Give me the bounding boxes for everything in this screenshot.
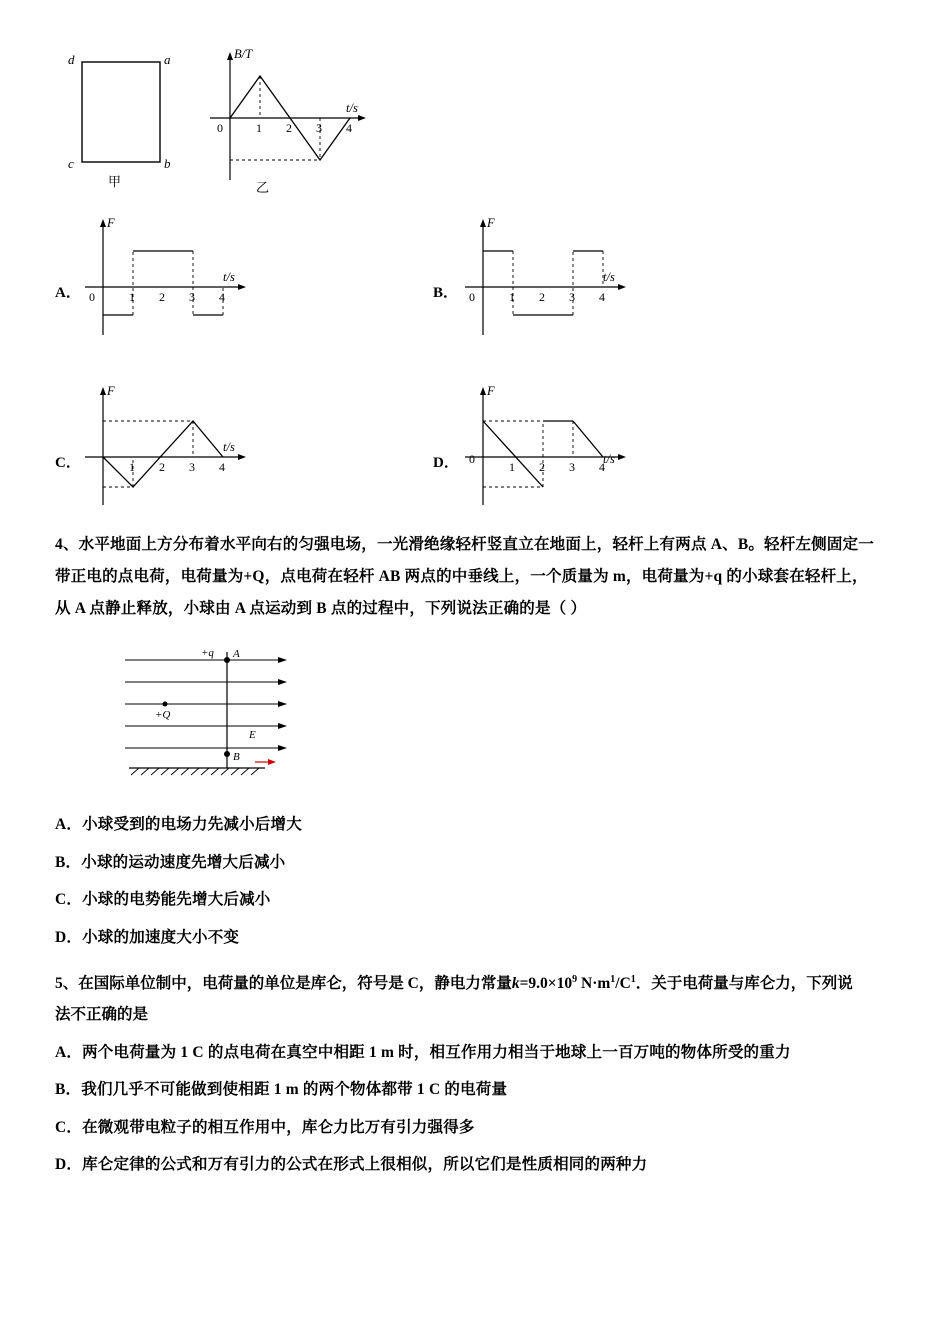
question5-stem-part1: 5、在国际单位制中，电荷量的单位是库仑，符号是 C，静电力常量 <box>55 975 512 993</box>
tick-1: 1 <box>256 121 262 135</box>
label-a: a <box>164 52 171 67</box>
option-b-letter: B． <box>433 285 459 301</box>
q5-choice-c-letter: C． <box>55 1118 83 1136</box>
graph-a-y-label: F <box>107 216 115 230</box>
option-c-letter: C． <box>55 455 81 471</box>
graph-a-tick-2: 2 <box>159 290 165 304</box>
graph-a-tick-4: 4 <box>219 290 225 304</box>
option-d-letter: D． <box>433 455 459 471</box>
axis-label-B-T: B/T <box>234 47 253 61</box>
choice-a-text: 小球受到的电场力先减小后增大 <box>82 816 302 834</box>
question4-figure <box>115 642 895 792</box>
figure-top <box>60 40 895 205</box>
option-graphs-svg <box>55 215 895 515</box>
question5-stem-line2: 法不正确的是 <box>55 1006 149 1024</box>
graph-a-tick-3: 3 <box>189 290 195 304</box>
graph-c-x-label: t/s <box>223 440 235 454</box>
caption-yi: 乙 <box>256 180 270 195</box>
graph-d-tick-4: 4 <box>599 460 605 474</box>
q5-choice-b-text: 我们几乎不可能做到使相距 1 m 的两个物体都带 1 C 的电荷量 <box>81 1081 508 1099</box>
question4-choice-a <box>55 810 895 839</box>
tick-4: 4 <box>346 121 352 135</box>
question5 <box>55 968 895 1180</box>
choice-d-text: 小球的加速度大小不变 <box>82 928 240 946</box>
graph-b-tick-3: 3 <box>569 290 575 304</box>
question5-stem-exp3: 1 <box>630 973 636 985</box>
graph-d-tick-2: 2 <box>539 460 545 474</box>
graph-b-tick-4: 4 <box>599 290 605 304</box>
figure-top-svg <box>60 40 480 205</box>
choice-b-text: 小球的运动速度先增大后减小 <box>81 853 286 871</box>
graph-b-x-label: t/s <box>603 270 615 284</box>
graph-c-tick-3: 3 <box>189 460 195 474</box>
question5-stem-exp2: 1 <box>610 973 616 985</box>
graph-d <box>465 384 626 505</box>
axis-origin: 0 <box>217 121 223 135</box>
tick-3: 3 <box>316 121 322 135</box>
question4-figure-svg <box>115 642 315 792</box>
choice-c-text: 小球的电势能先增大后减小 <box>82 891 271 909</box>
graph-d-x-label: t/s <box>603 452 615 466</box>
question5-stem-line1 <box>55 968 895 999</box>
axis-label-t-s: t/s <box>346 101 358 115</box>
question5-stem-part2: =9.0×10 <box>519 975 573 993</box>
q5-choice-a-text: 两个电荷量为 1 C 的点电荷在真空中相距 1 m 时，相互作用力相当于地球上一百万吨的物体所受的重力 <box>82 1044 791 1062</box>
label-d: d <box>68 52 75 67</box>
graph-b <box>465 216 626 335</box>
question4-line1: 4、水平地面上方分布着水平向右的匀强电场，一光滑绝缘轻杆竖直立在地面上，轻杆上有两点 A、B。轻杆左侧固定一 <box>55 536 874 553</box>
q5-choice-d-text: 库仑定律的公式和万有引力的公式在形式上很相似，所以它们是性质相同的两种力 <box>82 1156 648 1174</box>
graph-a-origin: 0 <box>89 290 95 304</box>
choice-c-letter: C． <box>55 891 83 909</box>
label-plus-Q: +Q <box>155 709 171 722</box>
label-E: E <box>249 729 256 742</box>
graph-c <box>85 384 246 505</box>
question5-choice-c <box>55 1113 895 1142</box>
choice-b-letter: B． <box>55 853 82 871</box>
q5-choice-b-letter: B． <box>55 1081 82 1099</box>
label-B: B <box>233 751 240 764</box>
graph-c-y-label: F <box>107 384 115 398</box>
graph-a-tick-1: 1 <box>129 290 135 304</box>
graph-c-tick-1: 1 <box>129 460 135 474</box>
question4-choice-d <box>55 923 895 952</box>
question4-line3: 从 A 点静止释放，小球由 A 点运动到 B 点的过程中，下列说法正确的是（ ） <box>55 599 587 617</box>
choice-d-letter: D． <box>55 928 83 946</box>
option-graphs <box>55 215 895 515</box>
question4-choice-c <box>55 885 895 914</box>
graph-b-tick-2: 2 <box>539 290 545 304</box>
label-b: b <box>164 156 171 171</box>
label-c: c <box>68 156 74 171</box>
graph-b-origin: 0 <box>469 290 475 304</box>
question5-stem-part5: ．关于电荷量与库仑力，下列说 <box>635 975 853 993</box>
graph-a <box>85 216 246 335</box>
q5-choice-c-text: 在微观带电粒子的相互作用中，库仑力比万有引力强得多 <box>82 1118 475 1136</box>
question5-choice-a <box>55 1038 895 1067</box>
label-plus-q: +q <box>201 647 214 660</box>
question5-stem-exp1: 9 <box>572 973 578 985</box>
q5-choice-d-letter: D． <box>55 1156 83 1174</box>
question5-choice-d <box>55 1150 895 1179</box>
question5-stem-k: k <box>511 975 520 993</box>
graph-d-origin: 0 <box>469 452 475 466</box>
choice-a-letter: A． <box>55 816 83 834</box>
question5-choice-b <box>55 1075 895 1104</box>
question4-choice-b <box>55 848 895 877</box>
question5-stem-part4: /C <box>615 975 631 993</box>
graph-d-y-label: F <box>487 384 495 398</box>
q5-choice-a-letter: A． <box>55 1044 83 1062</box>
graph-c-tick-4: 4 <box>219 460 225 474</box>
option-a-letter: A． <box>55 285 81 301</box>
graph-b-y-label: F <box>487 216 495 230</box>
question5-stem-part3: N·m <box>577 975 611 993</box>
label-A: A <box>233 648 240 661</box>
graph-d-tick-3: 3 <box>569 460 575 474</box>
graph-a-x-label: t/s <box>223 270 235 284</box>
graph-c-tick-2: 2 <box>159 460 165 474</box>
graph-b-tick-1: 1 <box>509 290 515 304</box>
tick-2: 2 <box>286 121 292 135</box>
graph-d-tick-1: 1 <box>509 460 515 474</box>
question4-line2: 带正电的点电荷，电荷量为+Q，点电荷在轻杆 AB 两点的中垂线上，一个质量为 m，电荷量为+q 的小球套在轻杆上， <box>55 567 868 585</box>
caption-jia: 甲 <box>108 174 122 189</box>
